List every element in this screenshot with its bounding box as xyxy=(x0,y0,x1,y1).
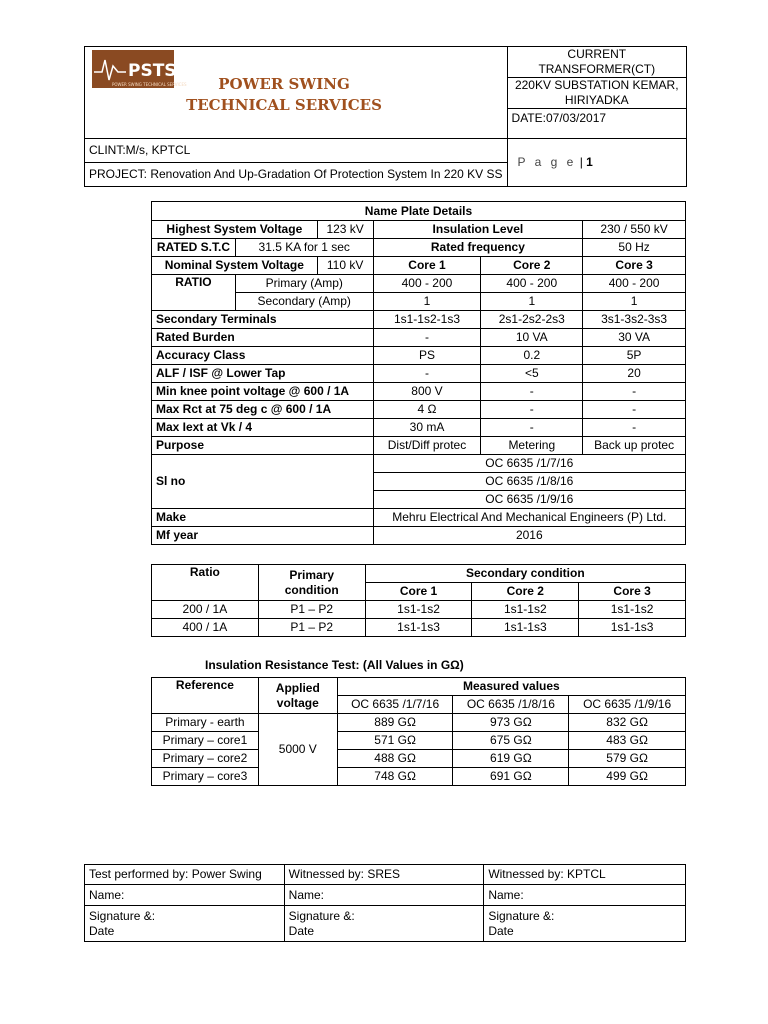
row-value: Back up protec xyxy=(583,437,686,455)
reference-header: Reference xyxy=(152,678,259,714)
witnessed-by-sres: Witnessed by: SRES xyxy=(284,865,484,885)
measured-value: 691 GΩ xyxy=(453,768,569,786)
row-value: - xyxy=(481,383,583,401)
primary-core2: 400 - 200 xyxy=(481,275,583,293)
logo-waveform-icon xyxy=(92,50,187,88)
slno-value: OC 6635 /1/7/16 xyxy=(373,455,685,473)
row-label: Max Rct at 75 deg c @ 600 / 1A xyxy=(152,401,374,419)
rated-frequency-label: Rated frequency xyxy=(373,239,583,257)
rated-stc-label: RATED S.T.C xyxy=(152,239,236,257)
table-row xyxy=(152,401,686,419)
row-value: - xyxy=(583,419,686,437)
mfyear-label: Mf year xyxy=(152,527,374,545)
applied-voltage-header: Applied voltage xyxy=(258,678,337,714)
primary-core1: 400 - 200 xyxy=(373,275,481,293)
table-row xyxy=(152,437,686,455)
company-logo xyxy=(92,50,187,88)
table-row xyxy=(152,329,686,347)
name-field: Name: xyxy=(284,885,484,906)
ratio-condition-table xyxy=(151,564,686,637)
core-value: 1s1-1s2 xyxy=(579,601,686,619)
row-label: Rated Burden xyxy=(152,329,374,347)
row-value: - xyxy=(481,419,583,437)
highest-voltage-value: 123 kV xyxy=(317,221,373,239)
ir-test-table xyxy=(151,677,686,786)
rated-stc-value: 31.5 KA for 1 sec xyxy=(235,239,373,257)
primary-value: P1 – P2 xyxy=(258,619,365,637)
table-row xyxy=(152,714,686,732)
nominal-voltage-label: Nominal System Voltage xyxy=(152,257,318,275)
row-value: 5P xyxy=(583,347,686,365)
highest-voltage-label: Highest System Voltage xyxy=(152,221,318,239)
core1-header: Core 1 xyxy=(365,583,472,601)
measured-value: 499 GΩ xyxy=(569,768,686,786)
row-label: Accuracy Class xyxy=(152,347,374,365)
table-row xyxy=(152,619,686,637)
table-row xyxy=(152,732,686,750)
reference-value: Primary – core2 xyxy=(152,750,259,768)
measured-value: 579 GΩ xyxy=(569,750,686,768)
signature-date-field: Signature &: Date xyxy=(85,906,285,942)
core1-header: Core 1 xyxy=(373,257,481,275)
nameplate-title: Name Plate Details xyxy=(152,202,686,221)
core-value: 1s1-1s3 xyxy=(365,619,472,637)
make-value: Mehru Electrical And Mechanical Engineers (P) Ltd. xyxy=(373,509,685,527)
table-row xyxy=(152,311,686,329)
company-name: POWER SWING TECHNICAL SERVICES xyxy=(186,75,382,114)
ratio-label: RATIO xyxy=(152,275,236,311)
substation-name: 220KV SUBSTATION KEMAR, HIRIYADKA xyxy=(507,78,686,109)
secondary-core2: 1 xyxy=(481,293,583,311)
doc-date: DATE:07/03/2017 xyxy=(507,109,686,139)
measured-values-header: Measured values xyxy=(337,678,685,696)
row-label: Purpose xyxy=(152,437,374,455)
row-value: 800 V xyxy=(373,383,481,401)
measured-value: 488 GΩ xyxy=(337,750,453,768)
measured-value: 483 GΩ xyxy=(569,732,686,750)
primary-core3: 400 - 200 xyxy=(583,275,686,293)
row-value: 30 mA xyxy=(373,419,481,437)
mfyear-value: 2016 xyxy=(373,527,685,545)
measured-value: 973 GΩ xyxy=(453,714,569,732)
secondary-core1: 1 xyxy=(373,293,481,311)
row-value: 10 VA xyxy=(481,329,583,347)
table-row xyxy=(152,419,686,437)
row-value: - xyxy=(373,329,481,347)
reference-value: Primary – core3 xyxy=(152,768,259,786)
row-label: Secondary Terminals xyxy=(152,311,374,329)
svg-text:PSTS: PSTS xyxy=(128,61,177,81)
core2-header: Core 2 xyxy=(481,257,583,275)
ir-test-title: Insulation Resistance Test: (All Values in GΩ) xyxy=(205,658,464,672)
row-label: Max Iext at Vk / 4 xyxy=(152,419,374,437)
measured-value: 675 GΩ xyxy=(453,732,569,750)
core-value: 1s1-1s3 xyxy=(579,619,686,637)
reference-value: Primary – core1 xyxy=(152,732,259,750)
table-row xyxy=(152,750,686,768)
measured-value: 619 GΩ xyxy=(453,750,569,768)
insulation-level-value: 230 / 550 kV xyxy=(583,221,686,239)
row-value: - xyxy=(481,401,583,419)
nominal-voltage-value: 110 kV xyxy=(317,257,373,275)
secondary-amp-label: Secondary (Amp) xyxy=(235,293,373,311)
applied-voltage-value: 5000 V xyxy=(258,714,337,786)
slno-value: OC 6635 /1/9/16 xyxy=(373,491,685,509)
row-value: 3s1-3s2-3s3 xyxy=(583,311,686,329)
svg-text:POWER SWING TECHNICAL SERVICES: POWER SWING TECHNICAL SERVICES xyxy=(112,82,187,87)
serial-col-header: OC 6635 /1/7/16 xyxy=(337,696,453,714)
secondary-condition-header: Secondary condition xyxy=(365,565,685,583)
measured-value: 571 GΩ xyxy=(337,732,453,750)
slno-value: OC 6635 /1/8/16 xyxy=(373,473,685,491)
make-label: Make xyxy=(152,509,374,527)
row-value: PS xyxy=(373,347,481,365)
project-name: PROJECT: Renovation And Up-Gradation Of Protection System In 220 KV SS xyxy=(85,163,508,187)
company-cell xyxy=(85,47,508,139)
signature-date-field: Signature &: Date xyxy=(284,906,484,942)
client-name: CLINT:M/s, KPTCL xyxy=(85,139,508,163)
row-value: - xyxy=(583,383,686,401)
witnessed-by-kptcl: Witnessed by: KPTCL xyxy=(484,865,686,885)
measured-value: 889 GΩ xyxy=(337,714,453,732)
row-value: 0.2 xyxy=(481,347,583,365)
doc-title: CURRENT TRANSFORMER(CT) xyxy=(507,47,686,78)
signature-date-field: Signature &: Date xyxy=(484,906,686,942)
row-value: Dist/Diff protec xyxy=(373,437,481,455)
rated-frequency-value: 50 Hz xyxy=(583,239,686,257)
row-value: 20 xyxy=(583,365,686,383)
measured-value: 832 GΩ xyxy=(569,714,686,732)
header-table xyxy=(84,46,687,187)
table-row xyxy=(152,768,686,786)
row-value: - xyxy=(583,401,686,419)
core3-header: Core 3 xyxy=(583,257,686,275)
row-value: 2s1-2s2-2s3 xyxy=(481,311,583,329)
row-value: <5 xyxy=(481,365,583,383)
core2-header: Core 2 xyxy=(472,583,579,601)
table-row xyxy=(152,347,686,365)
name-field: Name: xyxy=(85,885,285,906)
measured-value: 748 GΩ xyxy=(337,768,453,786)
serial-col-header: OC 6635 /1/9/16 xyxy=(569,696,686,714)
row-value: Metering xyxy=(481,437,583,455)
serial-col-header: OC 6635 /1/8/16 xyxy=(453,696,569,714)
ratio-value: 200 / 1A xyxy=(152,601,259,619)
core-value: 1s1-1s3 xyxy=(472,619,579,637)
performed-by: Test performed by: Power Swing xyxy=(85,865,285,885)
name-field: Name: xyxy=(484,885,686,906)
row-label: Min knee point voltage @ 600 / 1A xyxy=(152,383,374,401)
table-row xyxy=(152,383,686,401)
core3-header: Core 3 xyxy=(579,583,686,601)
primary-value: P1 – P2 xyxy=(258,601,365,619)
secondary-core3: 1 xyxy=(583,293,686,311)
primary-amp-label: Primary (Amp) xyxy=(235,275,373,293)
core-value: 1s1-1s2 xyxy=(472,601,579,619)
insulation-level-label: Insulation Level xyxy=(373,221,583,239)
ratio-value: 400 / 1A xyxy=(152,619,259,637)
ratio-header: Ratio xyxy=(152,565,259,601)
slno-label: Sl no xyxy=(152,455,374,509)
table-row xyxy=(152,601,686,619)
table-row xyxy=(152,365,686,383)
core-value: 1s1-1s2 xyxy=(365,601,472,619)
row-value: 1s1-1s2-1s3 xyxy=(373,311,481,329)
row-value: 30 VA xyxy=(583,329,686,347)
row-value: - xyxy=(373,365,481,383)
signoff-table xyxy=(84,864,686,942)
row-value: 4 Ω xyxy=(373,401,481,419)
reference-value: Primary - earth xyxy=(152,714,259,732)
nameplate-table xyxy=(151,201,686,545)
row-label: ALF / ISF @ Lower Tap xyxy=(152,365,374,383)
primary-condition-header: Primary condition xyxy=(258,565,365,601)
page-number: P a g e | 1 xyxy=(507,139,686,187)
